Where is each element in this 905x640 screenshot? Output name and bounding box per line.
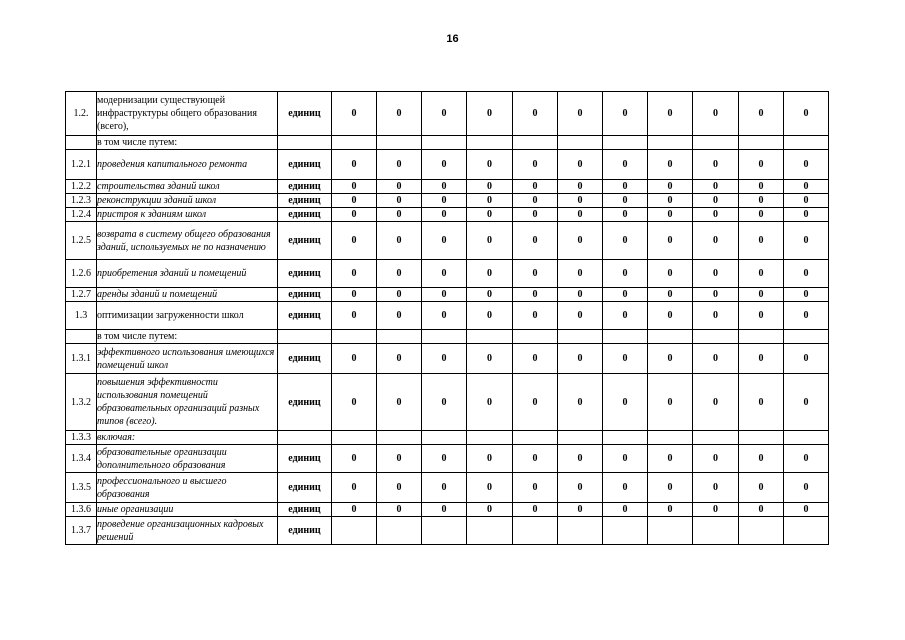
- value-cell: 0: [784, 260, 829, 288]
- row-name: пристроя к зданиям школ: [97, 208, 278, 222]
- value-cell: 0: [467, 503, 513, 517]
- value-cell: 0: [739, 150, 784, 180]
- value-cell: 0: [377, 473, 422, 503]
- value-cell: [422, 136, 467, 150]
- value-cell: 0: [558, 92, 603, 136]
- value-cell: [739, 517, 784, 545]
- value-cell: [693, 431, 739, 445]
- value-cell: 0: [332, 180, 377, 194]
- value-cell: 0: [784, 473, 829, 503]
- value-cell: 0: [377, 92, 422, 136]
- value-cell: 0: [377, 150, 422, 180]
- row-number: 1.2.1: [66, 150, 97, 180]
- value-cell: 0: [422, 194, 467, 208]
- value-cell: 0: [739, 288, 784, 302]
- table-row: [66, 180, 829, 194]
- value-cell: 0: [603, 374, 648, 431]
- value-cell: [558, 136, 603, 150]
- value-cell: 0: [784, 302, 829, 330]
- row-number: 1.2.3: [66, 194, 97, 208]
- value-cell: 0: [648, 150, 693, 180]
- value-cell: 0: [739, 208, 784, 222]
- row-name: аренды зданий и помещений: [97, 288, 278, 302]
- row-number: 1.3: [66, 302, 97, 330]
- value-cell: [332, 431, 377, 445]
- value-cell: 0: [467, 92, 513, 136]
- value-cell: 0: [467, 374, 513, 431]
- value-cell: 0: [467, 445, 513, 473]
- value-cell: 0: [558, 503, 603, 517]
- value-cell: 0: [377, 288, 422, 302]
- value-cell: 0: [693, 222, 739, 260]
- value-cell: 0: [513, 374, 558, 431]
- row-name: проведения капитального ремонта: [97, 150, 278, 180]
- value-cell: 0: [467, 473, 513, 503]
- table-row: [66, 208, 829, 222]
- value-cell: [784, 431, 829, 445]
- value-cell: [467, 330, 513, 344]
- row-name: включая:: [97, 431, 278, 445]
- value-cell: 0: [603, 288, 648, 302]
- value-cell: 0: [332, 445, 377, 473]
- value-cell: 0: [513, 208, 558, 222]
- value-cell: 0: [377, 344, 422, 374]
- table-row: [66, 374, 829, 431]
- value-cell: 0: [422, 445, 467, 473]
- value-cell: 0: [467, 222, 513, 260]
- value-cell: 0: [377, 194, 422, 208]
- table-row: [66, 302, 829, 330]
- value-cell: 0: [332, 503, 377, 517]
- value-cell: 0: [558, 150, 603, 180]
- row-unit: единиц: [278, 288, 332, 302]
- row-unit: единиц: [278, 150, 332, 180]
- value-cell: 0: [377, 208, 422, 222]
- value-cell: [603, 330, 648, 344]
- value-cell: [332, 136, 377, 150]
- value-cell: 0: [467, 194, 513, 208]
- value-cell: [558, 517, 603, 545]
- value-cell: [693, 330, 739, 344]
- row-name: образовательные организации дополнительного образования: [97, 445, 278, 473]
- value-cell: 0: [739, 222, 784, 260]
- value-cell: 0: [558, 208, 603, 222]
- table-row: [66, 194, 829, 208]
- value-cell: 0: [648, 260, 693, 288]
- value-cell: 0: [603, 194, 648, 208]
- row-number: [66, 136, 97, 150]
- row-unit: [278, 330, 332, 344]
- value-cell: [467, 431, 513, 445]
- value-cell: 0: [739, 473, 784, 503]
- value-cell: 0: [648, 374, 693, 431]
- row-number: 1.2.2: [66, 180, 97, 194]
- value-cell: [558, 431, 603, 445]
- table-row: [66, 260, 829, 288]
- row-number: 1.2.7: [66, 288, 97, 302]
- value-cell: 0: [693, 208, 739, 222]
- value-cell: [513, 136, 558, 150]
- value-cell: 0: [603, 260, 648, 288]
- value-cell: 0: [558, 180, 603, 194]
- value-cell: 0: [558, 288, 603, 302]
- value-cell: 0: [603, 473, 648, 503]
- value-cell: 0: [377, 222, 422, 260]
- row-number: 1.2.: [66, 92, 97, 136]
- table-body: [66, 92, 829, 545]
- value-cell: 0: [513, 260, 558, 288]
- row-name: модернизации существующей инфраструктуры общего образования (всего),: [97, 92, 278, 136]
- value-cell: 0: [558, 302, 603, 330]
- value-cell: 0: [422, 222, 467, 260]
- value-cell: [377, 431, 422, 445]
- value-cell: 0: [422, 503, 467, 517]
- value-cell: 0: [693, 150, 739, 180]
- row-unit: единиц: [278, 260, 332, 288]
- value-cell: 0: [739, 344, 784, 374]
- row-unit: единиц: [278, 222, 332, 260]
- value-cell: 0: [422, 180, 467, 194]
- value-cell: 0: [603, 92, 648, 136]
- row-unit: единиц: [278, 445, 332, 473]
- value-cell: 0: [422, 92, 467, 136]
- value-cell: 0: [784, 288, 829, 302]
- value-cell: 0: [513, 288, 558, 302]
- value-cell: 0: [739, 503, 784, 517]
- value-cell: [784, 330, 829, 344]
- value-cell: 0: [422, 260, 467, 288]
- value-cell: 0: [377, 503, 422, 517]
- table-row: [66, 344, 829, 374]
- value-cell: 0: [513, 473, 558, 503]
- value-cell: [739, 330, 784, 344]
- row-number: 1.2.6: [66, 260, 97, 288]
- value-cell: 0: [739, 180, 784, 194]
- value-cell: 0: [467, 344, 513, 374]
- value-cell: 0: [332, 150, 377, 180]
- value-cell: 0: [603, 222, 648, 260]
- value-cell: 0: [603, 180, 648, 194]
- row-unit: единиц: [278, 517, 332, 545]
- value-cell: 0: [693, 344, 739, 374]
- row-number: 1.2.4: [66, 208, 97, 222]
- value-cell: 0: [693, 374, 739, 431]
- value-cell: 0: [603, 150, 648, 180]
- value-cell: 0: [739, 260, 784, 288]
- row-name: повышения эффективности использования помещений образовательных организаций разных типов (всего).: [97, 374, 278, 431]
- table-row: [66, 92, 829, 136]
- value-cell: 0: [377, 260, 422, 288]
- value-cell: 0: [784, 150, 829, 180]
- row-name: возврата в систему общего образования зданий, используемых не по назначению: [97, 222, 278, 260]
- value-cell: 0: [648, 92, 693, 136]
- value-cell: 0: [558, 473, 603, 503]
- value-cell: 0: [558, 222, 603, 260]
- value-cell: [739, 431, 784, 445]
- value-cell: 0: [739, 92, 784, 136]
- value-cell: 0: [332, 194, 377, 208]
- row-name: строительства зданий школ: [97, 180, 278, 194]
- row-name: профессионального и высшего образования: [97, 473, 278, 503]
- value-cell: 0: [784, 92, 829, 136]
- row-name: реконструкции зданий школ: [97, 194, 278, 208]
- value-cell: 0: [648, 180, 693, 194]
- row-name: оптимизации загруженности школ: [97, 302, 278, 330]
- data-table: [65, 91, 829, 545]
- value-cell: 0: [693, 503, 739, 517]
- value-cell: [603, 517, 648, 545]
- value-cell: 0: [648, 445, 693, 473]
- row-unit: единиц: [278, 302, 332, 330]
- value-cell: 0: [648, 208, 693, 222]
- value-cell: 0: [648, 194, 693, 208]
- value-cell: 0: [377, 180, 422, 194]
- table-row: [66, 517, 829, 545]
- value-cell: 0: [603, 503, 648, 517]
- value-cell: 0: [558, 194, 603, 208]
- value-cell: [377, 330, 422, 344]
- value-cell: [558, 330, 603, 344]
- row-name: эффективного использования имеющихся помещений школ: [97, 344, 278, 374]
- value-cell: 0: [739, 374, 784, 431]
- table-row: [66, 222, 829, 260]
- table-row: [66, 288, 829, 302]
- value-cell: 0: [332, 222, 377, 260]
- value-cell: [693, 136, 739, 150]
- value-cell: 0: [422, 473, 467, 503]
- value-cell: 0: [648, 288, 693, 302]
- value-cell: 0: [422, 150, 467, 180]
- value-cell: [332, 517, 377, 545]
- value-cell: [513, 330, 558, 344]
- page-number: 16: [446, 33, 459, 45]
- table-row: [66, 150, 829, 180]
- value-cell: 0: [332, 208, 377, 222]
- value-cell: [603, 136, 648, 150]
- value-cell: 0: [784, 208, 829, 222]
- value-cell: 0: [603, 344, 648, 374]
- value-cell: 0: [603, 445, 648, 473]
- row-number: 1.3.3: [66, 431, 97, 445]
- value-cell: 0: [648, 302, 693, 330]
- row-unit: единиц: [278, 194, 332, 208]
- value-cell: 0: [648, 222, 693, 260]
- value-cell: 0: [513, 503, 558, 517]
- row-unit: [278, 136, 332, 150]
- value-cell: 0: [693, 260, 739, 288]
- value-cell: 0: [603, 208, 648, 222]
- value-cell: [603, 431, 648, 445]
- value-cell: 0: [513, 222, 558, 260]
- value-cell: 0: [332, 92, 377, 136]
- value-cell: 0: [739, 194, 784, 208]
- table-row: [66, 136, 829, 150]
- row-name: в том числе путем:: [97, 330, 278, 344]
- value-cell: 0: [332, 302, 377, 330]
- value-cell: 0: [558, 344, 603, 374]
- row-unit: единиц: [278, 503, 332, 517]
- value-cell: 0: [648, 503, 693, 517]
- value-cell: 0: [467, 208, 513, 222]
- value-cell: 0: [513, 194, 558, 208]
- value-cell: 0: [693, 473, 739, 503]
- row-name: в том числе путем:: [97, 136, 278, 150]
- value-cell: 0: [693, 288, 739, 302]
- value-cell: 0: [693, 302, 739, 330]
- value-cell: [784, 517, 829, 545]
- value-cell: 0: [332, 374, 377, 431]
- row-number: 1.3.6: [66, 503, 97, 517]
- value-cell: 0: [513, 445, 558, 473]
- value-cell: 0: [377, 374, 422, 431]
- value-cell: 0: [467, 288, 513, 302]
- row-unit: единиц: [278, 180, 332, 194]
- row-unit: единиц: [278, 374, 332, 431]
- row-number: 1.2.5: [66, 222, 97, 260]
- value-cell: [648, 330, 693, 344]
- value-cell: [377, 136, 422, 150]
- value-cell: 0: [513, 92, 558, 136]
- value-cell: [377, 517, 422, 545]
- value-cell: 0: [422, 208, 467, 222]
- table-row: [66, 330, 829, 344]
- value-cell: [693, 517, 739, 545]
- value-cell: 0: [513, 180, 558, 194]
- value-cell: [648, 136, 693, 150]
- value-cell: 0: [467, 150, 513, 180]
- row-unit: [278, 431, 332, 445]
- value-cell: [422, 330, 467, 344]
- value-cell: 0: [784, 445, 829, 473]
- value-cell: 0: [467, 302, 513, 330]
- table-row: [66, 473, 829, 503]
- table-row: [66, 445, 829, 473]
- value-cell: [422, 431, 467, 445]
- value-cell: 0: [739, 302, 784, 330]
- value-cell: [467, 136, 513, 150]
- row-name: приобретения зданий и помещений: [97, 260, 278, 288]
- table-row: [66, 503, 829, 517]
- value-cell: 0: [648, 473, 693, 503]
- value-cell: 0: [422, 344, 467, 374]
- row-name: иные организации: [97, 503, 278, 517]
- value-cell: 0: [422, 302, 467, 330]
- value-cell: 0: [693, 445, 739, 473]
- value-cell: 0: [603, 302, 648, 330]
- row-unit: единиц: [278, 473, 332, 503]
- value-cell: 0: [332, 260, 377, 288]
- value-cell: 0: [693, 92, 739, 136]
- value-cell: 0: [513, 344, 558, 374]
- value-cell: 0: [422, 288, 467, 302]
- row-unit: единиц: [278, 344, 332, 374]
- value-cell: 0: [332, 344, 377, 374]
- value-cell: 0: [693, 180, 739, 194]
- value-cell: 0: [784, 180, 829, 194]
- value-cell: [739, 136, 784, 150]
- value-cell: 0: [558, 445, 603, 473]
- value-cell: 0: [558, 260, 603, 288]
- value-cell: 0: [784, 374, 829, 431]
- row-number: 1.3.7: [66, 517, 97, 545]
- row-number: [66, 330, 97, 344]
- row-unit: единиц: [278, 208, 332, 222]
- value-cell: 0: [422, 374, 467, 431]
- value-cell: 0: [377, 445, 422, 473]
- value-cell: 0: [332, 288, 377, 302]
- value-cell: [513, 517, 558, 545]
- value-cell: 0: [467, 180, 513, 194]
- table-row: [66, 431, 829, 445]
- row-number: 1.3.5: [66, 473, 97, 503]
- value-cell: 0: [513, 150, 558, 180]
- value-cell: [784, 136, 829, 150]
- row-number: 1.3.1: [66, 344, 97, 374]
- value-cell: [467, 517, 513, 545]
- value-cell: 0: [377, 302, 422, 330]
- value-cell: 0: [513, 302, 558, 330]
- row-unit: единиц: [278, 92, 332, 136]
- row-name: проведение организационных кадровых решений: [97, 517, 278, 545]
- value-cell: 0: [648, 344, 693, 374]
- value-cell: 0: [467, 260, 513, 288]
- value-cell: 0: [739, 445, 784, 473]
- value-cell: 0: [784, 503, 829, 517]
- value-cell: 0: [558, 374, 603, 431]
- value-cell: [422, 517, 467, 545]
- row-number: 1.3.4: [66, 445, 97, 473]
- value-cell: 0: [332, 473, 377, 503]
- value-cell: [648, 431, 693, 445]
- value-cell: [648, 517, 693, 545]
- row-number: 1.3.2: [66, 374, 97, 431]
- value-cell: 0: [784, 194, 829, 208]
- value-cell: [513, 431, 558, 445]
- value-cell: [332, 330, 377, 344]
- value-cell: 0: [693, 194, 739, 208]
- value-cell: 0: [784, 344, 829, 374]
- value-cell: 0: [784, 222, 829, 260]
